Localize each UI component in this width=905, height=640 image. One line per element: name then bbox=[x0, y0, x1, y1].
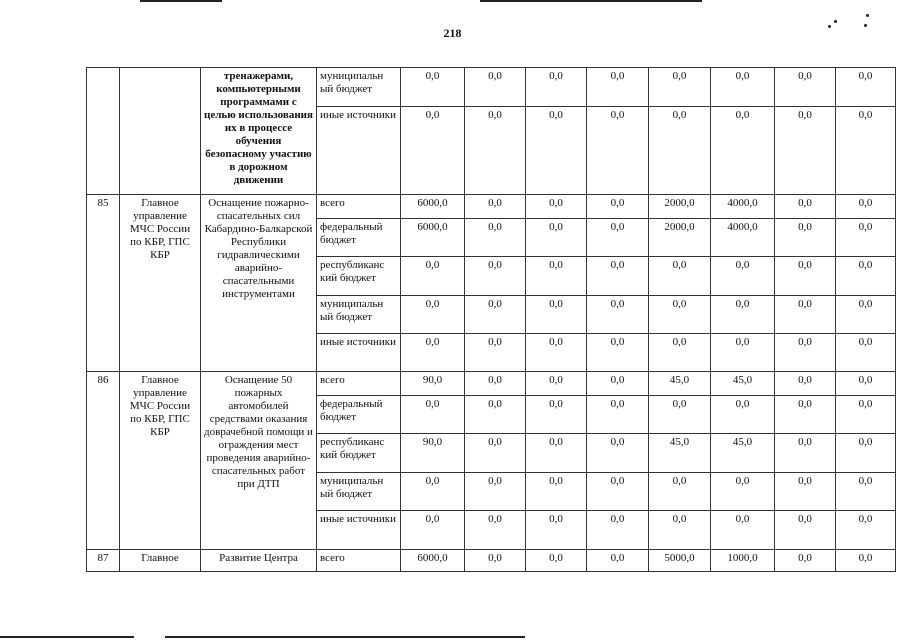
value-cell: 45,0 bbox=[711, 434, 775, 473]
value-cell: 45,0 bbox=[711, 372, 775, 396]
row-number: 86 bbox=[87, 372, 120, 550]
value-cell: 0,0 bbox=[711, 511, 775, 550]
value-cell: 0,0 bbox=[526, 219, 587, 257]
value-cell: 0,0 bbox=[711, 296, 775, 334]
value-cell: 0,0 bbox=[836, 296, 896, 334]
value-cell: 0,0 bbox=[465, 511, 526, 550]
value-cell: 0,0 bbox=[775, 334, 836, 372]
value-cell: 0,0 bbox=[526, 107, 587, 195]
value-cell: 0,0 bbox=[836, 550, 896, 572]
value-cell: 0,0 bbox=[526, 68, 587, 107]
value-cell: 0,0 bbox=[401, 107, 465, 195]
value-cell: 0,0 bbox=[401, 296, 465, 334]
value-cell: 0,0 bbox=[836, 219, 896, 257]
executor-cell: Главное управление МЧС России по КБР, ГПС КБР bbox=[120, 372, 201, 550]
measure-description: тренажерами, компьютерными программами с целью использования их в процессе обучения безопасному участию в дорожном движении bbox=[201, 68, 317, 195]
value-cell: 5000,0 bbox=[649, 550, 711, 572]
value-cell: 0,0 bbox=[775, 296, 836, 334]
funding-source: всего bbox=[317, 195, 401, 219]
value-cell: 2000,0 bbox=[649, 195, 711, 219]
value-cell: 0,0 bbox=[587, 511, 649, 550]
value-cell: 0,0 bbox=[526, 257, 587, 296]
value-cell: 0,0 bbox=[836, 195, 896, 219]
value-cell: 0,0 bbox=[836, 257, 896, 296]
value-cell: 0,0 bbox=[526, 511, 587, 550]
value-cell: 6000,0 bbox=[401, 550, 465, 572]
value-cell: 4000,0 bbox=[711, 219, 775, 257]
value-cell: 0,0 bbox=[711, 257, 775, 296]
value-cell: 0,0 bbox=[836, 396, 896, 434]
value-cell: 0,0 bbox=[775, 550, 836, 572]
value-cell: 0,0 bbox=[465, 296, 526, 334]
funding-source: иные источники bbox=[317, 511, 401, 550]
funding-source: всего bbox=[317, 550, 401, 572]
measure-description: Оснащение 50 пожарных автомобилей средствами оказания доврачебной помощи и ограждения мест проведения аварийно-спасательных работ при ДТП bbox=[201, 372, 317, 550]
value-cell: 0,0 bbox=[836, 434, 896, 473]
funding-source: муниципальн ый бюджет bbox=[317, 296, 401, 334]
value-cell: 2000,0 bbox=[649, 219, 711, 257]
table-row bbox=[87, 68, 896, 107]
value-cell: 6000,0 bbox=[401, 195, 465, 219]
funding-source: муниципальн ый бюджет bbox=[317, 473, 401, 511]
value-cell: 0,0 bbox=[587, 68, 649, 107]
scan-artifact-bottom-left bbox=[0, 636, 134, 638]
value-cell: 0,0 bbox=[836, 107, 896, 195]
scan-speck bbox=[834, 20, 837, 23]
funding-source: федеральный бюджет bbox=[317, 396, 401, 434]
value-cell: 0,0 bbox=[526, 396, 587, 434]
table-row bbox=[87, 550, 896, 572]
value-cell: 0,0 bbox=[526, 550, 587, 572]
value-cell: 0,0 bbox=[649, 107, 711, 195]
value-cell: 0,0 bbox=[401, 396, 465, 434]
value-cell: 0,0 bbox=[401, 257, 465, 296]
value-cell: 0,0 bbox=[649, 68, 711, 107]
value-cell: 0,0 bbox=[465, 257, 526, 296]
value-cell: 0,0 bbox=[465, 68, 526, 107]
value-cell: 0,0 bbox=[836, 68, 896, 107]
scan-artifact-bottom-mid bbox=[165, 636, 525, 638]
scan-artifact-top-left bbox=[140, 0, 222, 2]
executor-cell bbox=[120, 68, 201, 195]
value-cell: 0,0 bbox=[836, 511, 896, 550]
value-cell: 0,0 bbox=[775, 396, 836, 434]
value-cell: 0,0 bbox=[775, 511, 836, 550]
funding-source: республиканс кий бюджет bbox=[317, 434, 401, 473]
value-cell: 0,0 bbox=[465, 372, 526, 396]
value-cell: 0,0 bbox=[401, 511, 465, 550]
value-cell: 0,0 bbox=[587, 257, 649, 296]
value-cell: 0,0 bbox=[587, 219, 649, 257]
value-cell: 0,0 bbox=[587, 550, 649, 572]
table-row bbox=[87, 372, 896, 396]
value-cell: 0,0 bbox=[775, 195, 836, 219]
value-cell: 0,0 bbox=[649, 257, 711, 296]
value-cell: 0,0 bbox=[465, 219, 526, 257]
value-cell: 0,0 bbox=[587, 334, 649, 372]
value-cell: 0,0 bbox=[775, 473, 836, 511]
budget-table bbox=[86, 67, 896, 572]
value-cell: 90,0 bbox=[401, 434, 465, 473]
value-cell: 0,0 bbox=[775, 219, 836, 257]
value-cell: 0,0 bbox=[775, 372, 836, 396]
value-cell: 0,0 bbox=[526, 334, 587, 372]
value-cell: 0,0 bbox=[401, 473, 465, 511]
value-cell: 0,0 bbox=[587, 107, 649, 195]
value-cell: 0,0 bbox=[526, 434, 587, 473]
funding-source: иные источники bbox=[317, 107, 401, 195]
value-cell: 45,0 bbox=[649, 372, 711, 396]
value-cell: 0,0 bbox=[711, 396, 775, 434]
value-cell: 0,0 bbox=[711, 107, 775, 195]
value-cell: 0,0 bbox=[465, 107, 526, 195]
value-cell: 0,0 bbox=[401, 68, 465, 107]
funding-source: всего bbox=[317, 372, 401, 396]
value-cell: 0,0 bbox=[587, 434, 649, 473]
value-cell: 0,0 bbox=[465, 334, 526, 372]
value-cell: 45,0 bbox=[649, 434, 711, 473]
executor-cell: Главное управление МЧС России по КБР, ГПС КБР bbox=[120, 195, 201, 372]
value-cell: 0,0 bbox=[649, 334, 711, 372]
value-cell: 0,0 bbox=[649, 473, 711, 511]
value-cell: 0,0 bbox=[526, 195, 587, 219]
value-cell: 0,0 bbox=[649, 296, 711, 334]
value-cell: 0,0 bbox=[526, 473, 587, 511]
measure-description: Оснащение пожарно-спасательных сил Кабардино-Балкарской Республики гидравлическими аварийно-спасательными инструментами bbox=[201, 195, 317, 372]
value-cell: 0,0 bbox=[526, 372, 587, 396]
value-cell: 0,0 bbox=[587, 396, 649, 434]
value-cell: 0,0 bbox=[775, 257, 836, 296]
value-cell: 0,0 bbox=[711, 334, 775, 372]
value-cell: 0,0 bbox=[465, 396, 526, 434]
executor-cell: Главное bbox=[120, 550, 201, 572]
value-cell: 4000,0 bbox=[711, 195, 775, 219]
row-number: 87 bbox=[87, 550, 120, 572]
value-cell: 0,0 bbox=[465, 550, 526, 572]
value-cell: 0,0 bbox=[711, 473, 775, 511]
value-cell: 0,0 bbox=[836, 372, 896, 396]
value-cell: 0,0 bbox=[587, 372, 649, 396]
value-cell: 0,0 bbox=[587, 296, 649, 334]
page-number: 218 bbox=[443, 26, 462, 40]
value-cell: 0,0 bbox=[711, 68, 775, 107]
value-cell: 0,0 bbox=[465, 434, 526, 473]
value-cell: 0,0 bbox=[526, 296, 587, 334]
value-cell: 0,0 bbox=[775, 107, 836, 195]
measure-description: Развитие Центра bbox=[201, 550, 317, 572]
value-cell: 0,0 bbox=[775, 68, 836, 107]
table-row bbox=[87, 195, 896, 219]
value-cell: 0,0 bbox=[649, 396, 711, 434]
scan-speck bbox=[866, 14, 869, 17]
row-number bbox=[87, 68, 120, 195]
value-cell: 0,0 bbox=[465, 195, 526, 219]
value-cell: 0,0 bbox=[836, 334, 896, 372]
value-cell: 0,0 bbox=[649, 511, 711, 550]
value-cell: 1000,0 bbox=[711, 550, 775, 572]
funding-source: иные источники bbox=[317, 334, 401, 372]
value-cell: 0,0 bbox=[775, 434, 836, 473]
value-cell: 0,0 bbox=[587, 195, 649, 219]
value-cell: 0,0 bbox=[836, 473, 896, 511]
value-cell: 6000,0 bbox=[401, 219, 465, 257]
funding-source: муниципальн ый бюджет bbox=[317, 68, 401, 107]
scan-artifact-top-right bbox=[480, 0, 702, 2]
value-cell: 0,0 bbox=[465, 473, 526, 511]
row-number: 85 bbox=[87, 195, 120, 372]
value-cell: 0,0 bbox=[401, 334, 465, 372]
funding-source: республиканс кий бюджет bbox=[317, 257, 401, 296]
value-cell: 90,0 bbox=[401, 372, 465, 396]
value-cell: 0,0 bbox=[587, 473, 649, 511]
funding-source: федеральный бюджет bbox=[317, 219, 401, 257]
